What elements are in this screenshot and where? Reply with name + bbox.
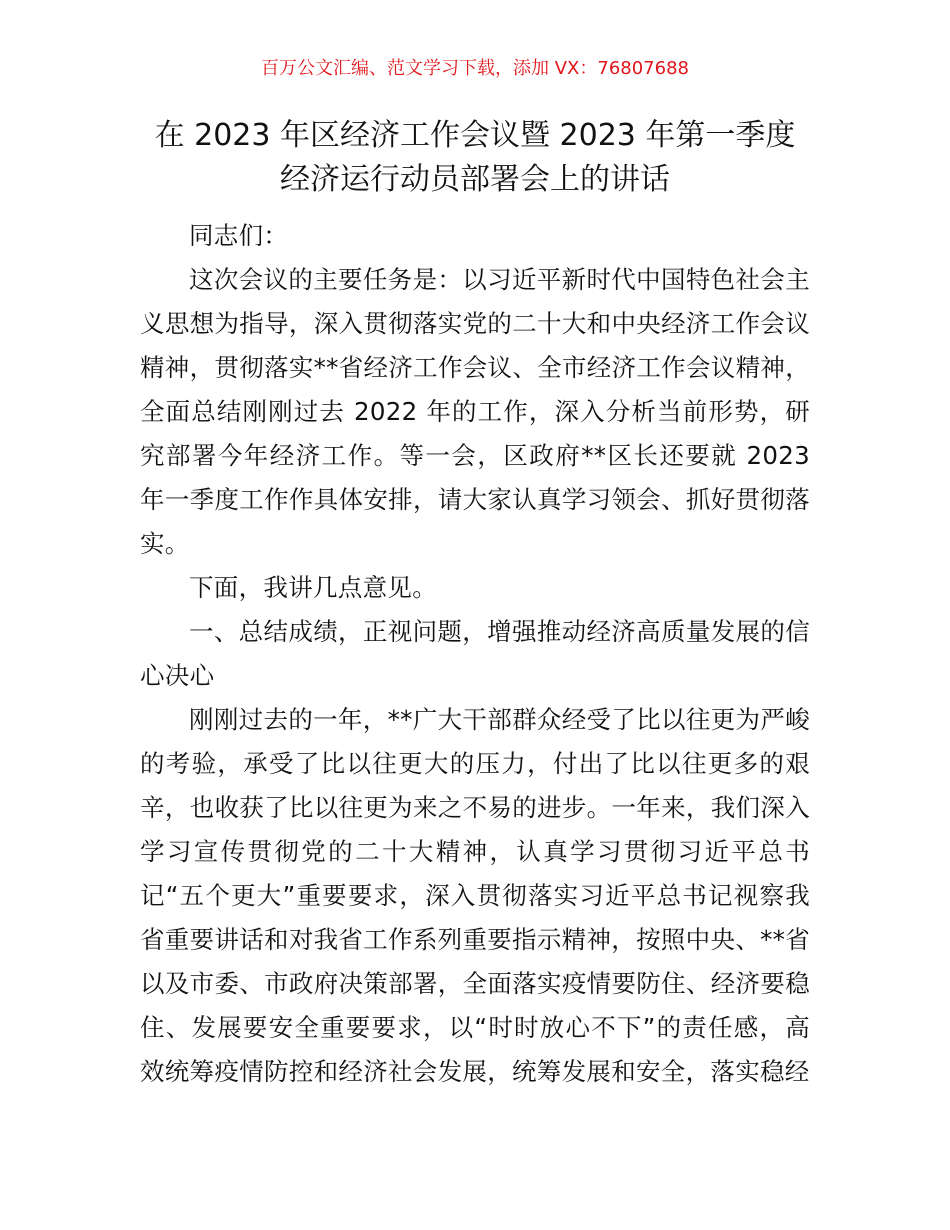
watermark-header: 百万公文汇编、范文学习下载，添加 VX：76807688	[261, 58, 689, 79]
document-body	[140, 214, 810, 1094]
paragraph-intro-opinions: 下面，我讲几点意见。	[189, 573, 437, 602]
paragraph-meeting-tasks: 这次会议的主要任务是：以习近平新时代中国特色社会主义思想为指导，深入贯彻落实党的二十大和中央经济工作会议精神，贯彻落实**省经济工作会议、全市经济工作会议精神，全面总结刚刚过去 2022 年的工作，深入分析当前形势，研究部署今年经济工作。等一会，区政府**区长还要就 2023 年一季度工作作具体安排，请大家认真学习领会、抓好贯彻落实。	[140, 265, 810, 558]
document-title	[140, 114, 810, 202]
paragraph-review-past-year: 刚刚过去的一年，**广大干部群众经受了比以往更为严峻的考验，承受了比以往更大的压力，付出了比以往更多的艰辛，也收获了比以往更为来之不易的进步。一年来，我们深入学习宣传贯彻党的二十大精神，认真学习贯彻习近平总书记“五个更大”重要要求，深入贯彻落实习近平总书记视察我省重要讲话和对我省工作系列重要指示精神，按照中央、**省以及市委、市政府决策部署，全面落实疫情要防住、经济要稳住、发展要安全重要要求，以“时时放心不下”的责任感，高效统筹疫情防控和经济社会发展，统筹发展和安全，落实稳经	[140, 705, 810, 1086]
title-line-1: 在 2023 年区经济工作会议暨 2023 年第一季度	[154, 118, 796, 153]
title-line-2: 经济运行动员部署会上的讲话	[280, 162, 670, 197]
salutation: 同志们：	[189, 221, 289, 250]
section-heading-1: 一、总结成绩，正视问题，增强推动经济高质量发展的信心决心	[140, 617, 810, 690]
